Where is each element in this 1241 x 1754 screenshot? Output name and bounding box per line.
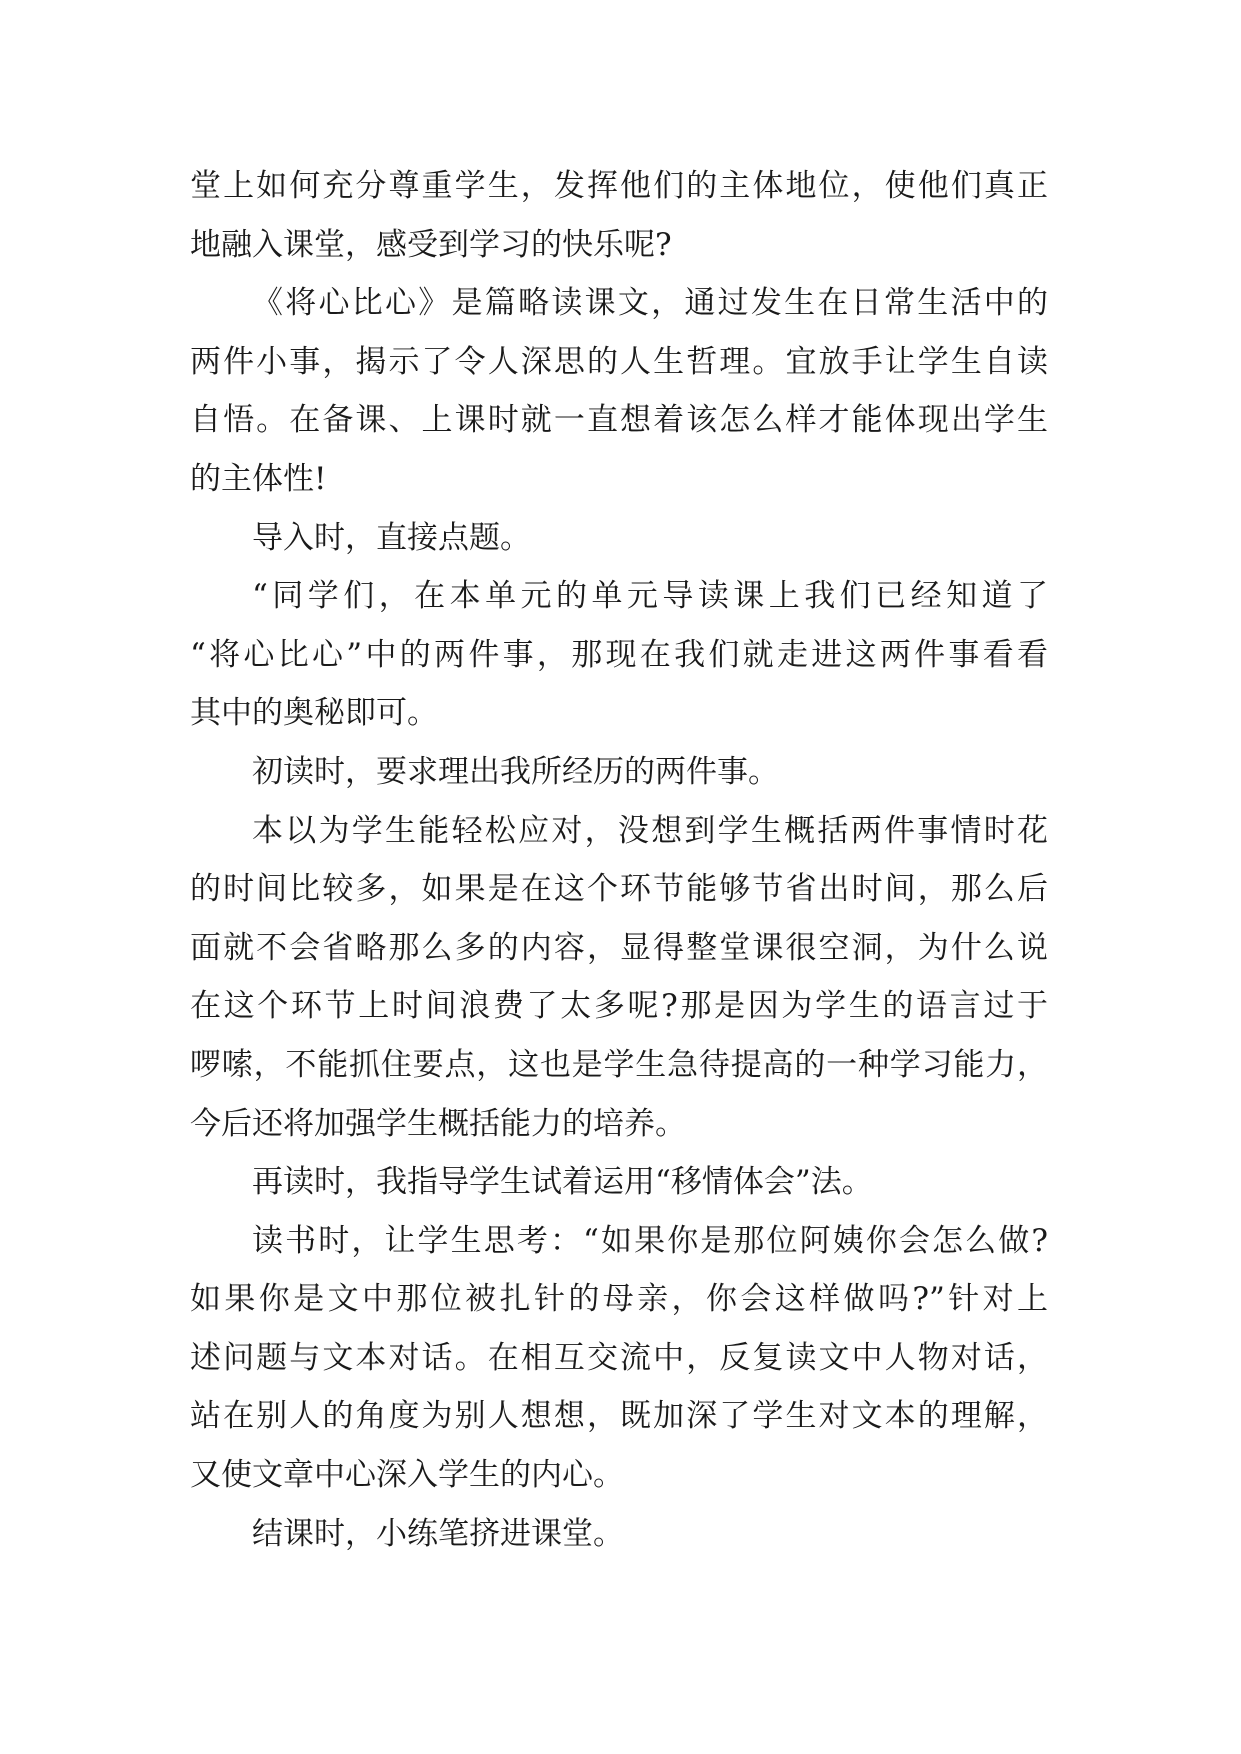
text-line: 今后还将加强学生概括能力的培养。 <box>190 1105 686 1142</box>
text-line: 再读时，我指导学生试着运用“移情体会”法。 <box>252 1164 873 1201</box>
text-line: 的主体性! <box>190 460 327 497</box>
text-line: 如果你是文中那位被扎针的母亲，你会这样做吗?”针对上 <box>190 1281 1048 1318</box>
text-line: 初读时，要求理出我所经历的两件事。 <box>252 753 779 790</box>
text-line: 啰嗦，不能抓住要点，这也是学生急待提高的一种学习能力， <box>190 1046 1048 1083</box>
text-line: 其中的奥秘即可。 <box>190 695 438 732</box>
text-line: 的时间比较多，如果是在这个环节能够节省出时间，那么后 <box>190 871 1048 908</box>
text-line: 述问题与文本对话。在相互交流中，反复读文中人物对话， <box>190 1339 1048 1376</box>
text-line: “同学们，在本单元的单元导读课上我们已经知道了 <box>252 578 1048 615</box>
text-line: 本以为学生能轻松应对，没想到学生概括两件事情时花 <box>252 812 1048 849</box>
text-line: 两件小事，揭示了令人深思的人生哲理。宜放手让学生自读 <box>190 343 1048 380</box>
body-text <box>190 157 1048 1563</box>
text-line: 导入时，直接点题。 <box>252 519 531 556</box>
text-line: 读书时，让学生思考：“如果你是那位阿姨你会怎么做? <box>252 1222 1048 1259</box>
text-line: 结课时，小练笔挤进课堂。 <box>252 1515 624 1552</box>
text-line: 地融入课堂，感受到学习的快乐呢? <box>190 226 672 263</box>
text-line: 站在别人的角度为别人想想，既加深了学生对文本的理解， <box>190 1398 1048 1435</box>
text-line: 面就不会省略那么多的内容，显得整堂课很空洞，为什么说 <box>190 929 1048 966</box>
text-line: 堂上如何充分尊重学生，发挥他们的主体地位，使他们真正 <box>190 168 1048 204</box>
text-line: 《将心比心》是篇略读课文，通过发生在日常生活中的 <box>252 285 1048 322</box>
text-line: 又使文章中心深入学生的内心。 <box>190 1457 624 1494</box>
text-line: 在这个环节上时间浪费了太多呢?那是因为学生的语言过于 <box>190 988 1048 1025</box>
text-line: 自悟。在备课、上课时就一直想着该怎么样才能体现出学生 <box>190 402 1048 439</box>
text-line: “将心比心”中的两件事，那现在我们就走进这两件事看看 <box>190 636 1048 673</box>
